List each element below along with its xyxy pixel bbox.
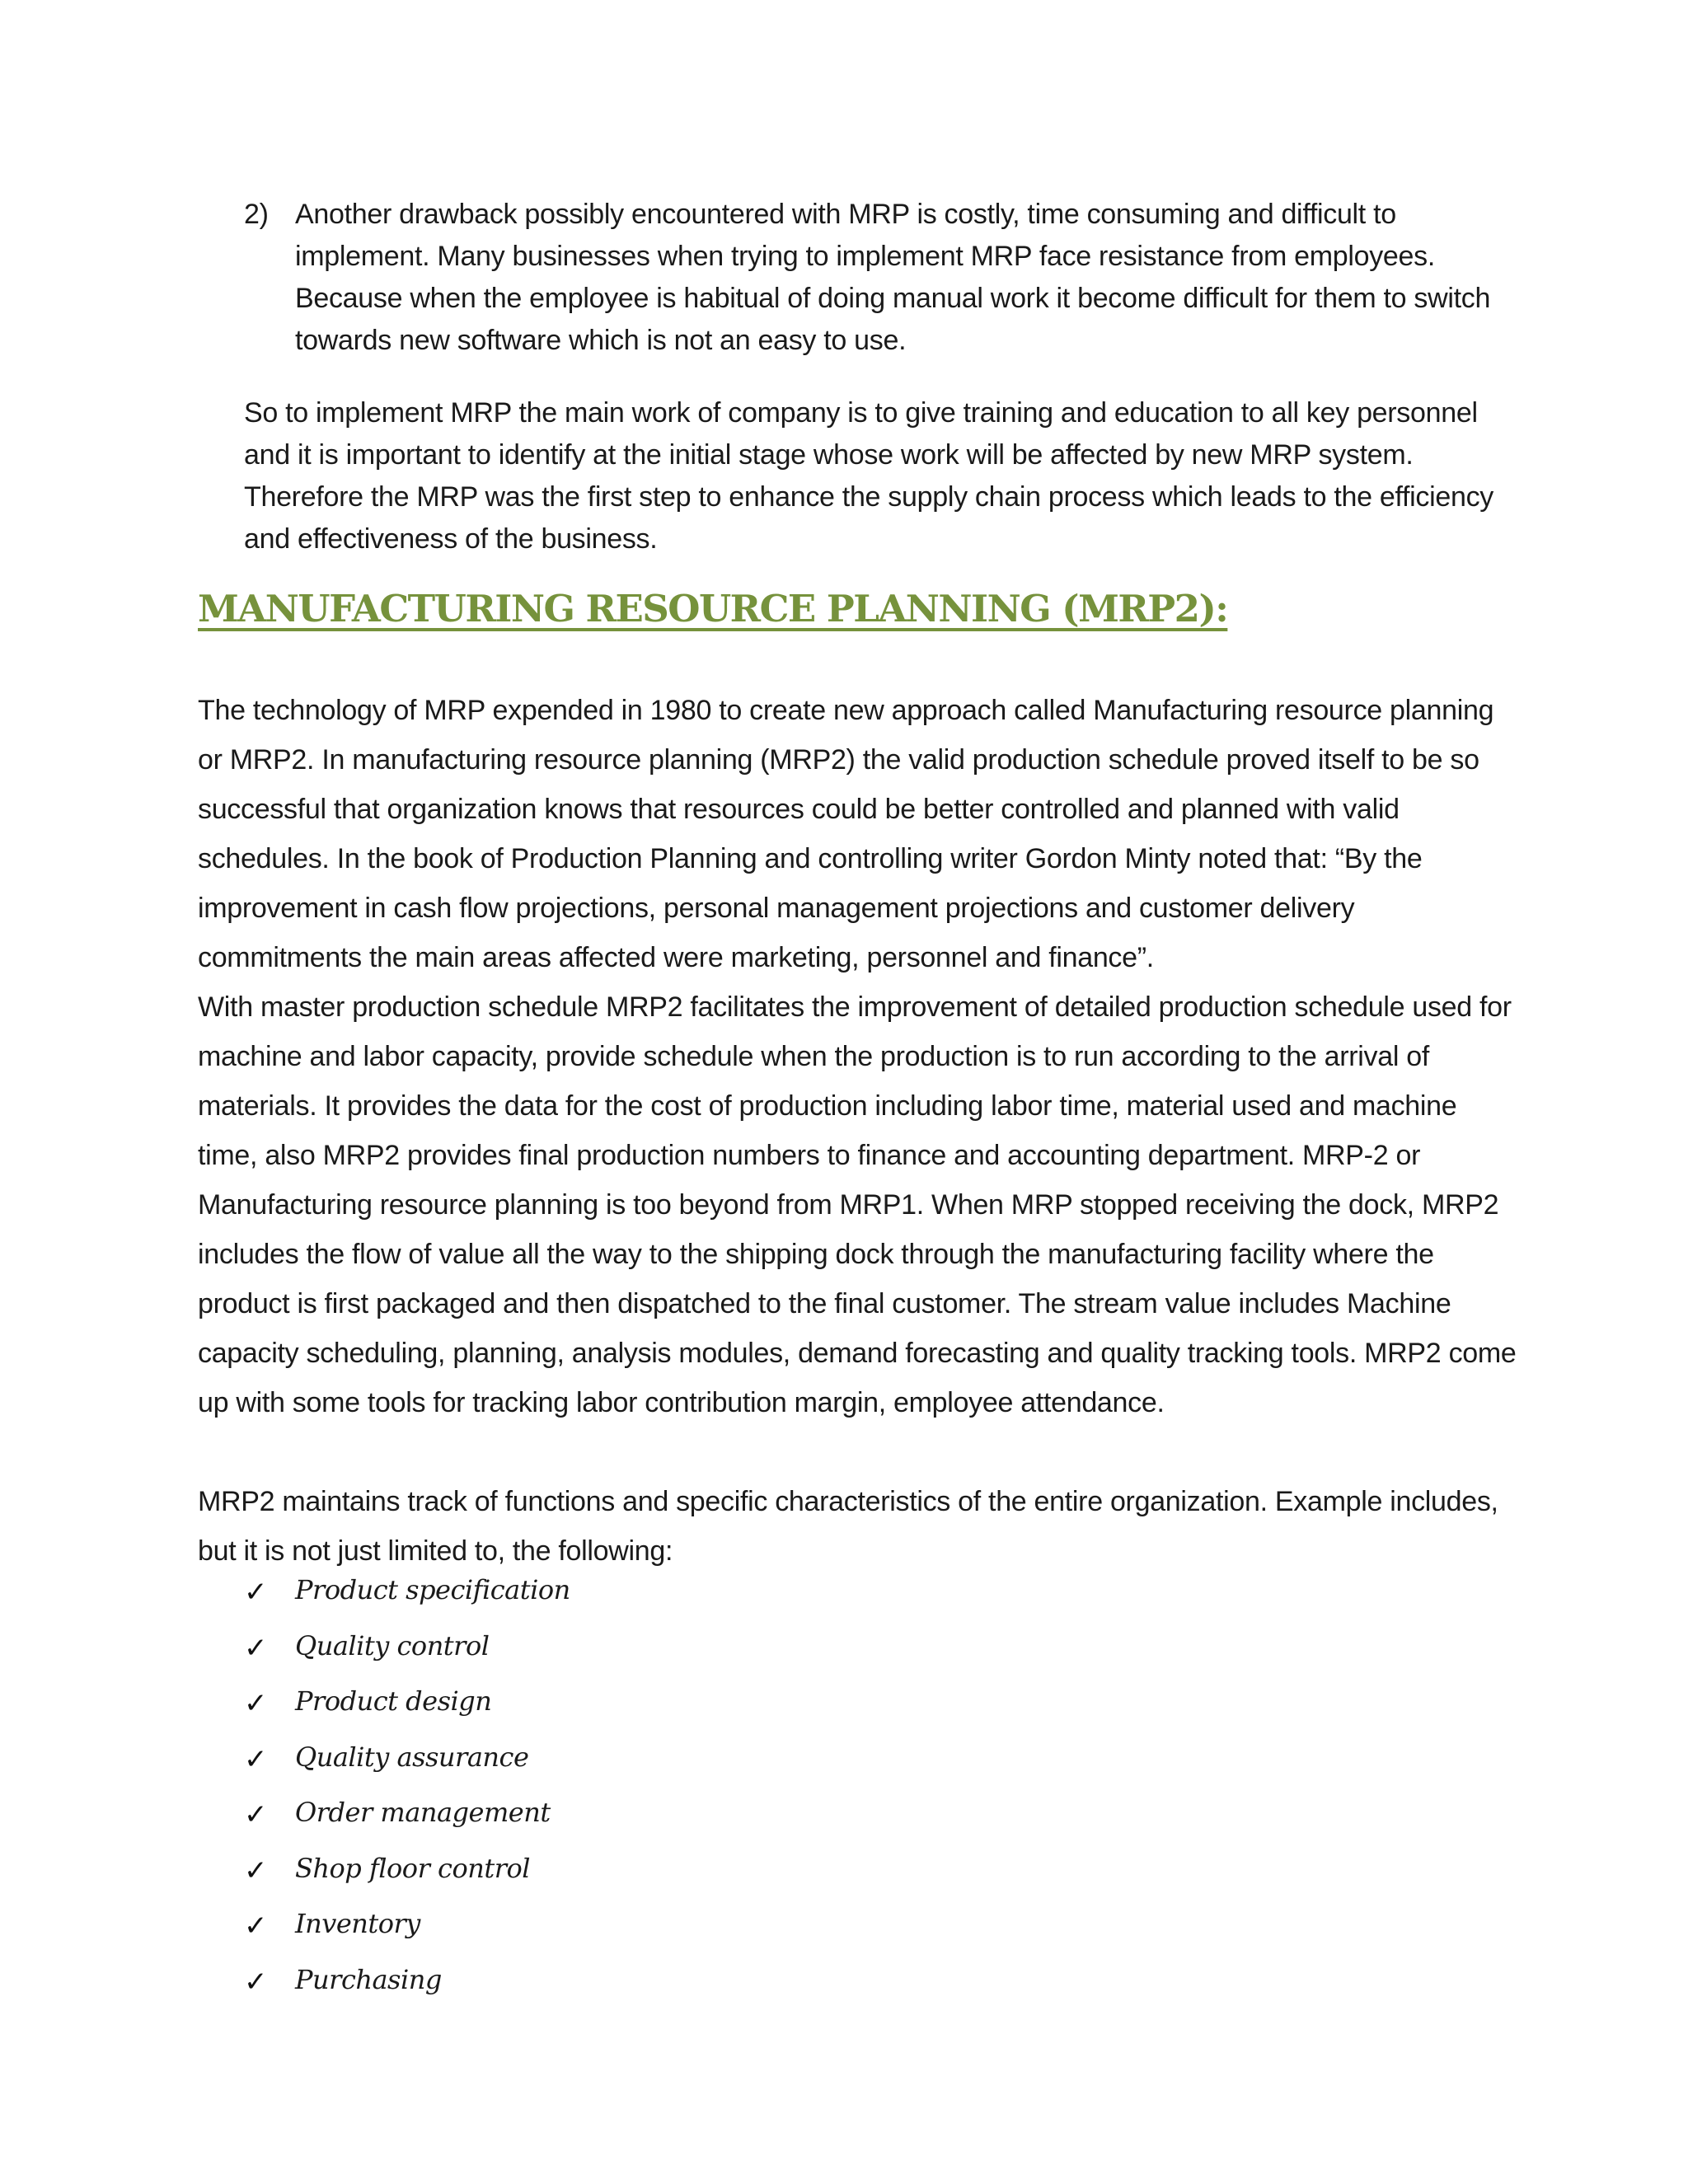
check-icon: ✓	[244, 1965, 268, 1999]
check-icon: ✓	[244, 1631, 268, 1665]
body-paragraph: The technology of MRP expended in 1980 to create new approach called Manufacturing resource planning or MRP2. In manufacturing resource planning (MRP2) the valid production schedule proved itself to be so successful that organization knows that resources could be better controlled and planned with valid schedules. In the book of Production Planning and controlling writer Gordon Minty noted that: “By the improvement in cash flow projections, personal management projections and customer delivery commitments the main areas affected were marketing, personnel and finance”.	[198, 695, 1494, 973]
checklist-item-label: Purchasing	[295, 1963, 442, 1995]
section-heading: MANUFACTURING RESOURCE PLANNING (MRP2):	[198, 587, 1228, 630]
body-paragraph: MRP2 maintains track of functions and specific characteristics of the entire organization. Example includes, but it is not just limited to, the following:	[198, 1486, 1498, 1567]
check-icon: ✓	[244, 1854, 268, 1887]
checklist-item-label: Shop floor control	[295, 1852, 530, 1884]
checklist-item-label: Product design	[295, 1685, 492, 1717]
check-icon: ✓	[244, 1798, 268, 1831]
intro-paragraph: So to implement MRP the main work of company is to give training and education to all key personnel and it is important to identify at the initial stage whose work will be affected by new MRP system. Therefore the MRP was the first step to enhance the supply chain process which leads to the efficiency and effectiveness of the business.	[244, 397, 1493, 555]
checklist-item-label: Quality assurance	[295, 1741, 529, 1773]
list-item-text: Another drawback possibly encountered with MRP is costly, time consuming and difficult to implement. Many businesses when trying to implement MRP face resistance from employees. Because when the employee is habitual of doing manual work it become difficult for them to switch towards new software which is not an easy to use.	[295, 199, 1491, 356]
check-icon: ✓	[244, 1742, 268, 1776]
checklist-item-label: Inventory	[295, 1908, 420, 1939]
check-icon: ✓	[244, 1687, 268, 1720]
check-icon: ✓	[244, 1576, 268, 1609]
checklist-item-label: Product specification	[295, 1574, 570, 1605]
body-paragraph: With master production schedule MRP2 facilitates the improvement of detailed production schedule used for machine and labor capacity, provide schedule when the production is to run according to the arrival of materials. It provides the data for the cost of production including labor time, material used and machine time, also MRP2 provides final production numbers to finance and accounting department. MRP-2 or Manufacturing resource planning is too beyond from MRP1. When MRP stopped receiving the dock, MRP2 includes the flow of value all the way to the shipping dock through the manufacturing facility where the product is first packaged and then dispatched to the final customer. The stream value includes Machine capacity scheduling, planning, analysis modules, demand forecasting and quality tracking tools. MRP2 come up with some tools for tracking labor contribution margin, employee attendance.	[198, 991, 1517, 1418]
check-icon: ✓	[244, 1910, 268, 1943]
checklist-item-label: Quality control	[295, 1629, 490, 1661]
checklist-item-label: Order management	[295, 1797, 551, 1828]
list-number: 2)	[244, 199, 269, 230]
numbered-list-item	[244, 194, 1513, 362]
